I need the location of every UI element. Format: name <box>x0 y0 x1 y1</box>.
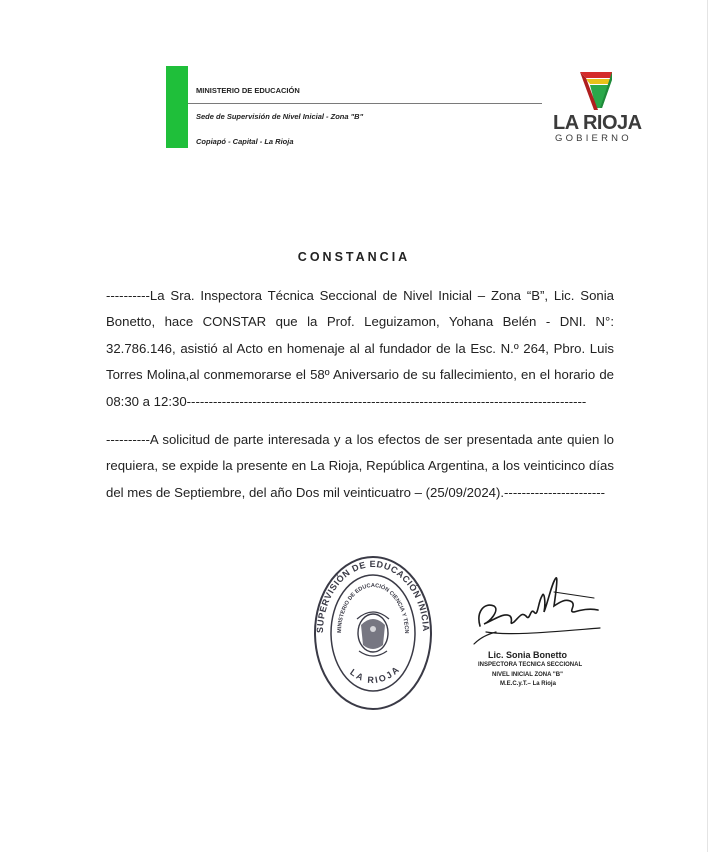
header-office: Sede de Supervisión de Nivel Inicial - Zona "B" <box>196 112 364 121</box>
signer-title-3: M.E.C.y.T.– La Rioja <box>500 681 556 687</box>
svg-text:LA RIOJA <box>348 664 402 686</box>
body-paragraph-1: ----------La Sra. Inspectora Técnica Seccional de Nivel Inicial – Zona “B”, Lic. Sonia Bonetto, hace CONSTAR que la Prof. Leguizamon, Yohana Belén - DNI. N°: 32.786.146, asistió al Acto en homenaje al al fundador de la Esc. N.º 264, Pbro. Luis Torres Molina,al conmemorarse el 58º Aniversario de su fallecimiento, en el horario de 08:30 a 12:30------------------------------------------------------------------------------------------- <box>106 288 614 409</box>
la-rioja-emblem-icon <box>576 70 616 112</box>
stamp-inner-text: MINISTERIO DE EDUCACIÓN CIENCIA Y TECN <box>336 582 410 634</box>
seal-icon <box>311 553 435 713</box>
logo-subtitle: GOBIERNO <box>555 133 632 144</box>
la-rioja-logo <box>552 70 648 150</box>
header-accent-bar <box>166 66 188 148</box>
logo-name: LA RIOJA <box>553 112 642 134</box>
stamp-outer-text: SUPERVISIÓN DE EDUCACIÓN INICIA <box>314 558 432 634</box>
official-stamp <box>311 553 435 713</box>
header-divider <box>188 103 542 104</box>
signer-name: Lic. Sonia Bonetto <box>488 650 568 660</box>
header-ministry: MINISTERIO DE EDUCACIÓN <box>196 86 300 95</box>
handwritten-signature <box>470 572 610 652</box>
stamp-bottom-text: LA RIOJA <box>348 663 403 686</box>
coat-of-arms-icon <box>357 612 389 656</box>
header-location: Copiapó - Capital - La Rioja <box>196 137 294 146</box>
signature-icon <box>470 572 610 652</box>
body-paragraph-2: ----------A solicitud de parte interesada y a los efectos de ser presentada ante quien lo requiera, se expide la presente en La Rioja, República Argentina, a los veinticinco días del mes de Septiembre, del año Dos mil veinticuatro – (25/09/2024).----------------------- <box>106 432 614 500</box>
signer-title-1: INSPECTORA TECNICA SECCIONAL <box>478 662 583 668</box>
signer-title-2: NIVEL INICIAL ZONA "B" <box>492 672 563 678</box>
document-title: CONSTANCIA <box>297 250 411 264</box>
